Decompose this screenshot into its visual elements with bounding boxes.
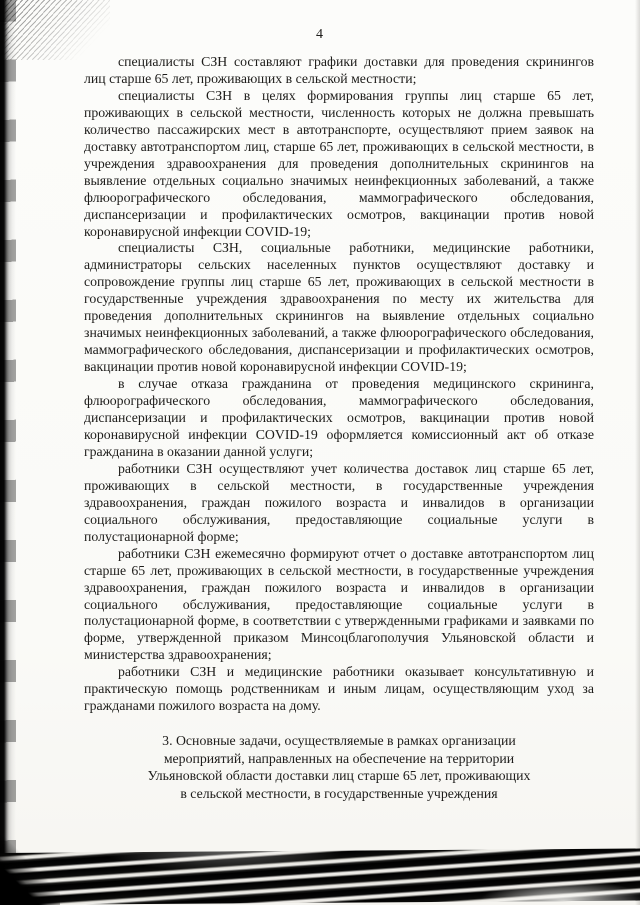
section-heading-line-1: 3. Основные задачи, осуществляемые в рамках организации — [162, 733, 516, 749]
section-heading-line-2: мероприятий, направленных на обеспечение на территории — [163, 750, 515, 766]
scan-left-edge-artifact — [0, 0, 16, 905]
section-heading — [84, 732, 594, 802]
paragraph-5: работники СЗН осуществляют учет количества доставок лиц старше 65 лет, проживающих в сельской местности, в государственные учреждения здравоохранения, граждан пожилого возраста и инвалидов в организации социального обслуживания, предоставляющие социальные услуги в полустационарной форме; — [84, 460, 594, 544]
paragraph-2: специалисты СЗН в целях формирования группы лиц старше 65 лет, проживающих в сельской местности, численность которых не должна превышать количество пассажирских мест в автотранспорте, осуществляют прием заявок на доставку автотранспортом лиц, старше 65 лет, проживающих в сельской местности, в учреждения здравоохранения для проведения дополнительных скринингов на выявление отдельных социально значимых неинфекционных заболеваний, а также флюорографического обследования, маммографического обследования, диспансеризации и профилактических осмотров, вакцинации против новой коронавирусной инфекции COVID-19; — [84, 87, 594, 239]
paragraph-4: в случае отказа гражданина от проведения медицинского скрининга, флюорографического обследования, маммографического обследования, диспансеризации и профилактических осмотров, вакцинации против новой коронавирусной инфекции COVID-19 оформляется комиссионный акт об отказе гражданина в оказании данной услуги; — [84, 376, 594, 459]
scan-bottom-stripes-artifact — [0, 849, 640, 905]
section-heading-line-3: Ульяновской области доставки лиц старше 65 лет, проживающих — [147, 768, 531, 784]
scan-hatch-topleft-artifact — [0, 0, 110, 60]
paragraph-1: специалисты СЗН составляют графики доставки для проведения скринингов лиц старше 65 лет, проживающих в сельской местности; — [84, 54, 594, 86]
section-heading-line-4: в сельской местности, в государственные учреждения — [180, 785, 498, 801]
scan-bottom-left-corner-artifact — [0, 835, 60, 905]
paragraph-6: работники СЗН ежемесячно формируют отчет о доставке автотранспортом лиц старше 65 лет, проживающих в сельской местности, в государственные учреждения здравоохранения, граждан пожилого возраста и инвалидов в организации социального обслуживания, предоставляющие социальные услуги в полустационарной форме, в соответствии с утвержденными графиками и заявками по форме, утвержденной приказом Минсоцблагополучия Ульяновской области и министерства здравоохранения; — [84, 545, 594, 663]
scan-right-edge-artifact — [635, 0, 640, 905]
paragraph-3: специалисты СЗН, социальные работники, медицинские работники, администраторы сельских населенных пунктов осуществляют доставку и сопровождение группы лиц старше 65 лет, проживающих в сельской местности в государственные учреждения здравоохранения по месту их жительства для проведения дополнительных скринингов на выявление отдельных социально значимых неинфекционных заболеваний, а также флюорографического обследования, маммографического обследования, диспансеризации и профилактических осмотров, вакцинации против новой коронавирусной инфекции COVID-19; — [84, 240, 594, 375]
document-body — [84, 54, 594, 803]
page-number: 4 — [316, 27, 324, 42]
paragraph-7: работники СЗН и медицинские работники оказывает консультативную и практическую помощь родственникам и иным лицам, осуществляющим уход за гражданами пожилого возраста на дому. — [84, 664, 594, 714]
